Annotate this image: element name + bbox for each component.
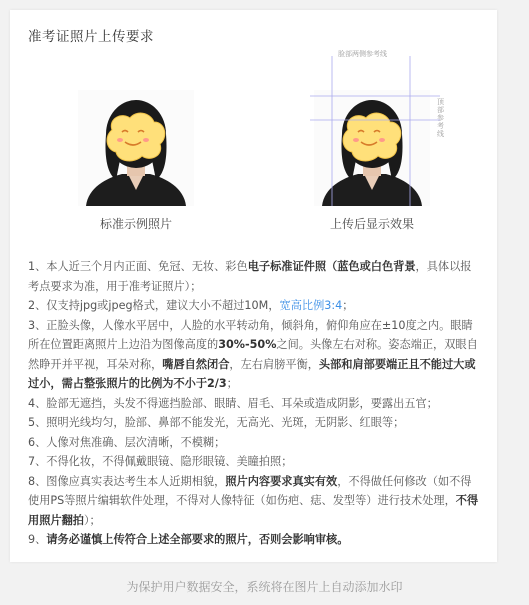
reference-guides <box>310 56 440 206</box>
face-width-guide-label: 脸部两侧参考线 <box>338 50 387 58</box>
aspect-ratio-link[interactable]: 宽高比例3:4 <box>279 299 343 312</box>
rule-3: 3、正脸头像，人像水平居中，人脸的水平转动角，倾斜角，俯仰角应在±10度之内。眼睛所在位置距离照片上边沿为图像高度的30%-50%之间。头像左右对称。姿态端正，双眼自然睁开并平视，耳朵对称，嘴唇自然闭合，左右肩膀平衡，头部和肩部要端正且不能过大或过小，需占整张照片的比例为不小于2/3； <box>28 318 478 390</box>
page-title: 准考证照片上传要求 <box>28 29 154 45</box>
sample-photo-caption: 标准示例照片 <box>99 217 172 231</box>
rule-7: 7、不得化妆，不得佩戴眼镜、隐形眼镜、美瞳拍照； <box>28 455 293 468</box>
rule-5: 5、照明光线均匀，脸部、鼻部不能发光，无高光、光斑，无阴影、红眼等； <box>28 416 405 429</box>
sample-photo <box>78 90 194 206</box>
rule-4: 4、脸部无遮挡，头发不得遮挡脸部、眼睛、眉毛、耳朵或造成阴影，要露出五官； <box>28 396 438 410</box>
rule-1: 1、本人近三个月内正面、免冠、无妆、彩色电子标准证件照（蓝色或白色背景，具体以报考点要求为准，用于准考证照片）； <box>28 260 472 293</box>
requirements-card <box>10 10 497 562</box>
uploaded-photo-caption: 上传后显示效果 <box>329 217 414 231</box>
rule-9: 9、请务必谨慎上传符合上述全部要求的照片，否则会影响审核。 <box>28 533 349 546</box>
rule-6: 6、人像对焦准确、层次清晰，不模糊； <box>28 435 226 449</box>
requirements-list <box>28 257 480 550</box>
rule-2: 2、仅支持jpg或jpeg格式，建议大小不超过10M，宽高比例3:4； <box>28 299 354 312</box>
watermark-notice: 为保护用户数据安全，系统将在图片上自动添加水印 <box>126 580 403 594</box>
rule-8: 8、图像应真实表达考生本人近期相貌，照片内容要求真实有效，不得做任何修改（如不得使用PS等照片编辑软件处理，不得对人像特征（如伤疤、痣、发型等）进行技术处理，不得用照片翻拍）； <box>28 474 479 527</box>
top-guide-label: 顶部参考线 <box>437 98 444 138</box>
